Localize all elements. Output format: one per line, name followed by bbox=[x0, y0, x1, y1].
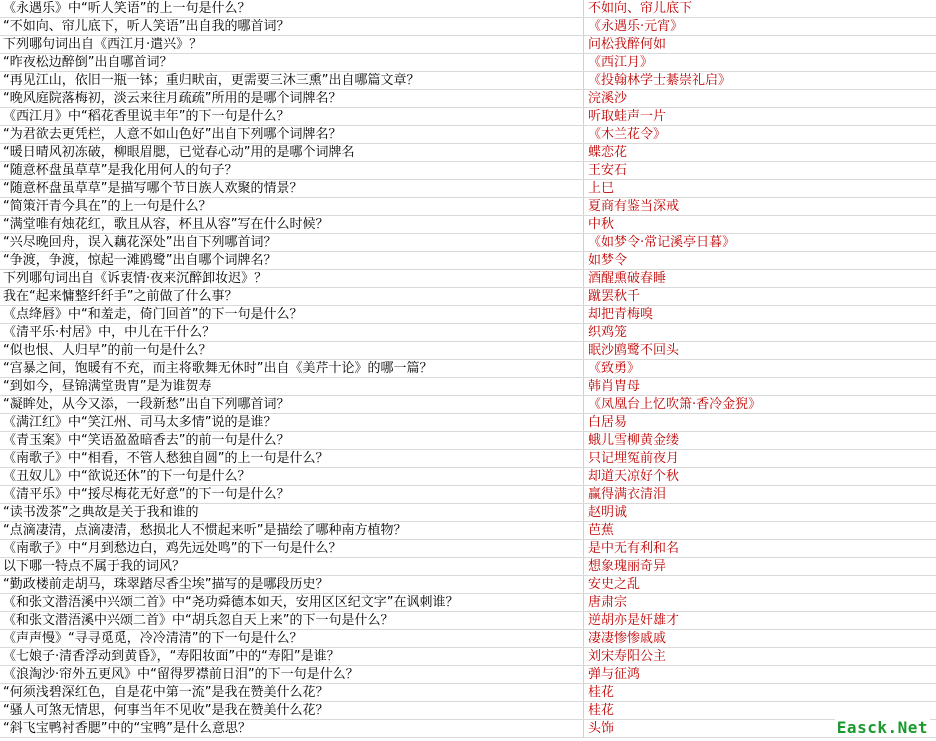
question-cell: 《和张文潜浯溪中兴颂二首》中“胡兵忽自天上来”的下一句是什么？ bbox=[0, 612, 584, 629]
question-cell: 《和张文潜浯溪中兴颂二首》中“尧功舜德本如天，安用区区纪文字”在讽刺谁？ bbox=[0, 594, 584, 611]
table-row bbox=[0, 144, 936, 162]
table-row bbox=[0, 270, 936, 288]
table-row bbox=[0, 702, 936, 720]
answer-cell: 头饰 bbox=[588, 721, 615, 736]
question-cell: 以下哪一特点不属于我的词风？ bbox=[0, 558, 584, 575]
answer-cell: 弹与征鸿 bbox=[588, 667, 641, 682]
table-row bbox=[0, 378, 936, 396]
question-cell: “为君欲去更凭栏，人意不如山色好”出自下列哪个词牌名？ bbox=[0, 126, 584, 143]
question-cell: “昨夜松边醉倒”出自哪首词？ bbox=[0, 54, 584, 71]
table-row bbox=[0, 396, 936, 414]
answer-cell: 中秋 bbox=[588, 217, 615, 232]
table-row bbox=[0, 360, 936, 378]
answer-cell: 是中无有利和名 bbox=[588, 541, 680, 556]
question-cell: 《满江红》中“笑江州、司马太多情”说的是谁？ bbox=[0, 414, 584, 431]
question-cell: 下列哪句词出自《诉衷情·夜来沉醉卸妆迟》？ bbox=[0, 270, 584, 287]
question-cell: “凝眸处，从今又添，一段新愁”出自下列哪首词？ bbox=[0, 396, 584, 413]
answer-cell: 蛾儿雪柳黄金缕 bbox=[588, 433, 680, 448]
answer-cell: 眠沙鸥鹭不回头 bbox=[588, 343, 680, 358]
question-cell: 我在“起来慵整纤纤手”之前做了什么事？ bbox=[0, 288, 584, 305]
question-cell: 《西江月》中“稻花香里说丰年”的下一句是什么？ bbox=[0, 108, 584, 125]
answer-cell: 《凤凰台上忆吹箫·香冷金猊》 bbox=[588, 397, 762, 412]
table-row bbox=[0, 126, 936, 144]
answer-cell: 却把青梅嗅 bbox=[588, 307, 654, 322]
answer-cell: 《西江月》 bbox=[588, 55, 654, 70]
answer-cell: 《木兰花令》 bbox=[588, 127, 667, 142]
question-cell: 《丑奴儿》中“欲说还休”的下一句是什么？ bbox=[0, 468, 584, 485]
answer-cell: 上巳 bbox=[588, 181, 615, 196]
question-cell: 下列哪句词出自《西江月·遣兴》？ bbox=[0, 36, 584, 53]
question-cell: 《声声慢》“寻寻觅觅，冷冷清清”的下一句是什么？ bbox=[0, 630, 584, 647]
answer-cell: 不如向、帘儿底下 bbox=[588, 1, 693, 16]
question-cell: 《南歌子》中“相看，不管人愁独自圆”的上一句是什么？ bbox=[0, 450, 584, 467]
table-row bbox=[0, 324, 936, 342]
answer-cell: 刘宋寿阳公主 bbox=[588, 649, 667, 664]
table-row bbox=[0, 54, 936, 72]
table-row bbox=[0, 108, 936, 126]
answer-cell: 浣溪沙 bbox=[588, 91, 628, 106]
question-cell: 《永遇乐》中“听人笑语”的上一句是什么？ bbox=[0, 0, 584, 17]
site-watermark: Easck.Net bbox=[836, 718, 928, 737]
question-cell: “满堂唯有烛花红，歌且从容，杯且从容”写在什么时候？ bbox=[0, 216, 584, 233]
question-cell: “宫暴之间，饱暖有不充，而主将歌舞无休时”出自《美芹十论》的哪一篇？ bbox=[0, 360, 584, 377]
answer-cell: 凄凄惨惨戚戚 bbox=[588, 631, 667, 646]
question-cell: “到如今，昼锦满堂贵胄”是为谁贺寿 bbox=[0, 378, 584, 395]
table-row bbox=[0, 612, 936, 630]
question-cell: “再见江山，依旧一瓶一钵；重归畎亩，更需要三沐三熏”出自哪篇文章？ bbox=[0, 72, 584, 89]
question-cell: “简策汗青今具在”的上一句是什么？ bbox=[0, 198, 584, 215]
answer-cell: 《投翰林学士綦崇礼启》 bbox=[588, 73, 732, 88]
question-cell: 《点绛唇》中“和羞走，倚门回首”的下一句是什么？ bbox=[0, 306, 584, 323]
answer-cell: 逆胡亦是奸雄才 bbox=[588, 613, 680, 628]
question-cell: “骚人可煞无情思，何事当年不见收”是我在赞美什么花？ bbox=[0, 702, 584, 719]
table-row bbox=[0, 630, 936, 648]
question-cell: 《清平乐》中“挼尽梅花无好意”的下一句是什么？ bbox=[0, 486, 584, 503]
table-row bbox=[0, 18, 936, 36]
table-row bbox=[0, 306, 936, 324]
table-row bbox=[0, 234, 936, 252]
question-cell: “斜飞宝鸭衬香腮”中的“宝鸭”是什么意思？ bbox=[0, 720, 584, 737]
answer-cell: 夏商有鉴当深戒 bbox=[588, 199, 680, 214]
table-row bbox=[0, 432, 936, 450]
table-row bbox=[0, 288, 936, 306]
answer-cell: 《致勇》 bbox=[588, 361, 641, 376]
question-cell: 《南歌子》中“月到愁边白，鸡先远处鸣”的下一句是什么？ bbox=[0, 540, 584, 557]
table-row bbox=[0, 522, 936, 540]
question-cell: “随意杯盘虽草草”是描写哪个节日族人欢聚的情景？ bbox=[0, 180, 584, 197]
answer-cell: 听取蛙声一片 bbox=[588, 109, 667, 124]
table-row bbox=[0, 90, 936, 108]
table-row bbox=[0, 576, 936, 594]
table-row bbox=[0, 648, 936, 666]
question-cell: 《青玉案》中“笑语盈盈暗香去”的前一句是什么？ bbox=[0, 432, 584, 449]
table-row bbox=[0, 252, 936, 270]
answer-cell: 蝶恋花 bbox=[588, 145, 628, 160]
table-row bbox=[0, 72, 936, 90]
answer-cell: 桂花 bbox=[588, 703, 615, 718]
table-row bbox=[0, 504, 936, 522]
answer-cell: 王安石 bbox=[588, 163, 628, 178]
question-cell: “读书泼茶”之典故是关于我和谁的 bbox=[0, 504, 584, 521]
table-row bbox=[0, 36, 936, 54]
answer-cell: 赵明诚 bbox=[588, 505, 628, 520]
answer-cell: 《如梦令·常记溪亭日暮》 bbox=[588, 235, 736, 250]
answer-cell: 蹴罢秋千 bbox=[588, 289, 641, 304]
question-cell: “不如向、帘儿底下，听人笑语”出自我的哪首词？ bbox=[0, 18, 584, 35]
answer-cell: 唐肃宗 bbox=[588, 595, 628, 610]
table-row bbox=[0, 558, 936, 576]
answer-cell: 想象瑰丽奇异 bbox=[588, 559, 667, 574]
answer-cell: 《永遇乐·元宵》 bbox=[588, 19, 684, 34]
question-cell: “勤政楼前走胡马，珠翠踏尽香尘埃”描写的是哪段历史？ bbox=[0, 576, 584, 593]
table-row bbox=[0, 162, 936, 180]
answer-cell: 织鸡笼 bbox=[588, 325, 628, 340]
table-row bbox=[0, 468, 936, 486]
table-row bbox=[0, 666, 936, 684]
answer-cell: 只记埋冤前夜月 bbox=[588, 451, 680, 466]
table-row bbox=[0, 594, 936, 612]
question-cell: “何须浅碧深红色，自是花中第一流”是我在赞美什么花？ bbox=[0, 684, 584, 701]
table-row bbox=[0, 198, 936, 216]
question-cell: “似也恨、人归早”的前一句是什么？ bbox=[0, 342, 584, 359]
table-row bbox=[0, 414, 936, 432]
answer-cell: 白居易 bbox=[588, 415, 628, 430]
question-cell: “点滴凄清，点滴凄清，愁损北人不惯起来听”是描绘了哪种南方植物？ bbox=[0, 522, 584, 539]
question-cell: “争渡，争渡，惊起一滩鸥鹭”出自哪个词牌名？ bbox=[0, 252, 584, 269]
answer-cell: 安史之乱 bbox=[588, 577, 641, 592]
question-cell: “暖日晴风初冻破，柳眼眉腮，已觉春心动”用的是哪个词牌名 bbox=[0, 144, 584, 161]
question-cell: 《浪淘沙·帘外五更风》中“留得罗襟前日泪”的下一句是什么？ bbox=[0, 666, 584, 683]
answer-cell: 韩肖胄母 bbox=[588, 379, 641, 394]
question-cell: “晚风庭院落梅初，淡云来往月疏疏”所用的是哪个词牌名？ bbox=[0, 90, 584, 107]
table-row bbox=[0, 486, 936, 504]
table-row bbox=[0, 216, 936, 234]
answer-cell: 赢得满衣清泪 bbox=[588, 487, 667, 502]
table-row bbox=[0, 540, 936, 558]
question-cell: “兴尽晚回舟，误入藕花深处”出自下列哪首词？ bbox=[0, 234, 584, 251]
answer-cell: 酒醒熏破春睡 bbox=[588, 271, 667, 286]
table-row bbox=[0, 342, 936, 360]
question-cell: 《七娘子·清香浮动到黄昏》，“寿阳妆面”中的“寿阳”是谁？ bbox=[0, 648, 584, 665]
answer-cell: 问松我醉何如 bbox=[588, 37, 667, 52]
answer-cell: 桂花 bbox=[588, 685, 615, 700]
answer-cell: 芭蕉 bbox=[588, 523, 615, 538]
table-row bbox=[0, 450, 936, 468]
answer-cell: 如梦令 bbox=[588, 253, 628, 268]
table-row bbox=[0, 720, 936, 738]
question-cell: 《清平乐·村居》中，中儿在干什么？ bbox=[0, 324, 584, 341]
table-row bbox=[0, 684, 936, 702]
table-row bbox=[0, 0, 936, 18]
table-row bbox=[0, 180, 936, 198]
question-cell: “随意杯盘虽草草”是我化用何人的句子？ bbox=[0, 162, 584, 179]
answer-cell: 却道天凉好个秋 bbox=[588, 469, 680, 484]
